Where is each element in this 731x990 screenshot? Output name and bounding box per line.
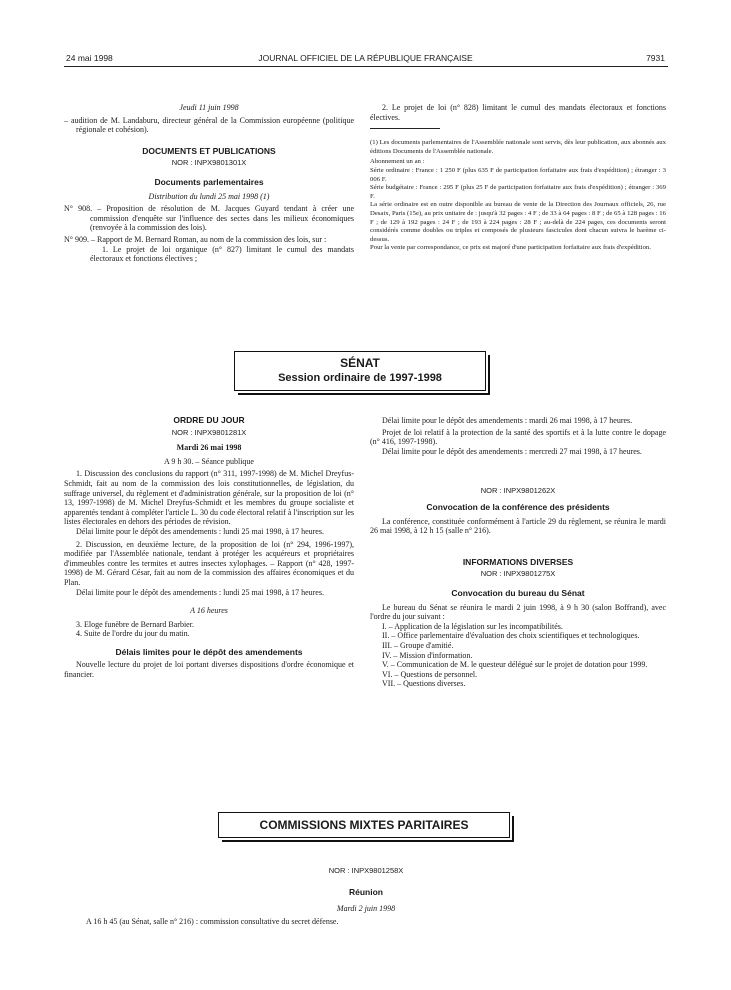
informations-nor: NOR : INPX9801275X: [480, 569, 556, 579]
nouvelle-lecture: Nouvelle lecture du projet de loi portant diverses dispositions d'ordre économique et financier.: [64, 660, 354, 680]
conference-heading: Convocation de la conférence des présidents: [426, 501, 610, 512]
footnote-1: (1) Les documents parlementaires de l'Assemblée nationale sont servis, dès leur publication, aux abonnés aux éditions Documents de l'Assemblée nationale.: [370, 139, 666, 155]
distribution-line: Distribution du lundi 25 mai 1998 (1): [148, 191, 270, 201]
ordre-item-4: 4. Suite de l'ordre du jour du matin.: [76, 629, 190, 639]
informations-diverses-heading: INFORMATIONS DIVERSES: [462, 556, 574, 567]
bureau-list-item: IV. – Mission d'information.: [382, 650, 473, 660]
reunion-heading: Réunion: [349, 886, 383, 897]
footnote-5: La série ordinaire est en outre disponible au bureau de vente de la Direction des Journaux officiels, 26, rue Desaix, Paris (15e), au prix unitaire de : jusqu'à 32 pages : 4 F ; de 33 à 64 pages : 8 F ; de 65 à 128 pages : 16 F ; de 129 à 192 pages : 24 F ; de 193 à 224 pages : 28 F ; au-delà de 224 pages, ces documents seront considérés comme doubles ou triples et composés de plusieurs fascicules dont chacun suivra le barème ci-dessus.: [370, 201, 666, 243]
bureau-list-item: VI. – Questions de personnel.: [382, 669, 478, 679]
reunion-line: A 16 h 45 (au Sénat, salle n° 216) : commission consultative du secret défense.: [86, 916, 339, 926]
footnote-6: Pour la vente par correspondance, ce prix est majoré d'une participation forfaitaire aux frais d'expédition.: [370, 244, 651, 252]
documents-nor: NOR : INPX9801301X: [171, 158, 247, 168]
date-line: Jeudi 11 juin 1998: [179, 103, 239, 112]
bottom-section: [64, 866, 668, 926]
footnote-2: Abonnement un an :: [370, 158, 425, 166]
cmp-nor: NOR : INPX9801258X: [328, 866, 404, 875]
bureau-text: Le bureau du Sénat se réunira le mardi 2 juin 1998, à 9 h 30 (salon Boffrand), avec l'ordre du jour suivant :: [370, 602, 666, 622]
mid-left-column: [64, 416, 354, 680]
documents-parlementaires-heading: Documents parlementaires: [154, 176, 264, 187]
ordre-date: Mardi 26 mai 1998: [176, 443, 242, 453]
bureau-list-item: V. – Communication de M. le questeur délégué sur le projet de dotation pour 1999.: [382, 660, 648, 670]
item-909-2: 2. Le projet de loi (n° 828) limitant le cumul des mandats électoraux et fonctions électives.: [370, 103, 666, 122]
cmp-title: COMMISSIONS MIXTES PARITAIRES: [259, 818, 469, 832]
senat-subtitle: Session ordinaire de 1997-1998: [278, 372, 442, 384]
time-16h: A 16 heures: [190, 606, 228, 616]
bureau-list-item: I. – Application de la législation sur les incompatibilités.: [382, 621, 563, 631]
footnote: [370, 139, 666, 253]
ordre-item-2: 2. Discussion, en deuxième lecture, de la proposition de loi (n° 294, 1996-1997), modifiée par l'Assemblée nationale, tendant à protéger les acquéreurs et propriétaires d'immeubles contre les termites et autres insectes xylophages. – Rapport (n° 428, 1997-1998) de M. Gérard César, fait au nom de la commission des affaires économiques et du Plan.: [64, 539, 354, 587]
header-page-number: 7931: [646, 53, 665, 63]
footnote-rule: [370, 128, 440, 129]
top-right-column: [370, 103, 666, 253]
header-rule: [64, 66, 668, 67]
delais-limites-heading: Délais limites pour le dépôt des amendements: [115, 646, 303, 657]
item-909: N° 909. – Rapport de M. Bernard Roman, au nom de la commission des lois, sur :: [64, 234, 327, 244]
delai-item-3: Délai limite pour le dépôt des amendements : mardi 26 mai 1998, à 17 heures.: [382, 416, 633, 425]
ordre-item-3: 3. Eloge funèbre de Bernard Barbier.: [76, 619, 194, 629]
mid-right-column: [370, 416, 666, 689]
documents-publications-heading: DOCUMENTS ET PUBLICATIONS: [142, 145, 276, 156]
conference-nor: NOR : INPX9801262X: [480, 486, 556, 496]
senat-title: SÉNAT: [340, 356, 380, 370]
delai-item-1: Délai limite pour le dépôt des amendements : lundi 25 mai 1998, à 17 heures.: [76, 526, 324, 536]
conference-text: La conférence, constituée conformément à l'article 29 du règlement, se réunira le mardi 26 mai 1998, à 12 h 15 (salle n° 216).: [370, 516, 666, 536]
bureau-list-item: VII. – Questions diverses.: [382, 679, 466, 689]
ordre-du-jour-nor: NOR : INPX9801281X: [171, 427, 247, 437]
bureau-heading: Convocation du bureau du Sénat: [451, 587, 585, 598]
ordre-du-jour-heading: ORDRE DU JOUR: [173, 415, 245, 425]
bureau-list-item: III. – Groupe d'amitié.: [382, 640, 454, 650]
projet-sportifs: Projet de loi relatif à la protection de la santé des sportifs et à la lutte contre le dopage (n° 416, 1997-1998).: [370, 427, 666, 447]
footnote-4: Série budgétaire : France : 295 F (plus 25 F de participation forfaitaire aux frais d'expédition) ; étranger : 369 F.: [370, 184, 666, 200]
header-date: 24 mai 1998: [66, 53, 113, 63]
delai-item-2: Délai limite pour le dépôt des amendements : lundi 25 mai 1998, à 17 heures.: [76, 587, 324, 597]
cmp-box: [218, 812, 510, 838]
item-908: N° 908. – Proposition de résolution de M. Jacques Guyard tendant à créer une commission d'enquête sur l'influence des sectes dans les milieux économiques (renvoyée à la commission des lois).: [64, 204, 354, 233]
top-left-column: [64, 103, 354, 264]
bureau-list-item: II. – Office parlementaire d'évaluation des choix scientifiques et technologiques.: [382, 631, 640, 641]
header-journal-title: JOURNAL OFFICIEL DE LA RÉPUBLIQUE FRANÇAISE: [258, 53, 473, 63]
footnote-3: Série ordinaire : France : 1 250 F (plus 635 F de participation forfaitaire aux frais d'expédition) ; étranger : 3 006 F.: [370, 166, 666, 183]
ordre-item-1: 1. Discussion des conclusions du rapport (n° 311, 1997-1998) de M. Michel Dreyfus-Schmidt, fait au nom de la commission des lois constitutionnelles, de législation, du suffrage universel, du règlement et d'administration générale, sur la proposition de loi (n° 13, 1997-1998) de M. Michel Dreyfus-Schmidt et les membres du groupe socialiste et apparentés tendant à compléter l'article L. 30 du code électoral relatif à l'inscription sur les listes électorales en dehors des périodes de révision.: [64, 469, 354, 527]
audition-text: – audition de M. Landaburu, directeur général de la Commission européenne (politique régionale et cohésion).: [64, 115, 354, 135]
senat-box: [234, 351, 486, 391]
item-909-1: 1. Le projet de loi organique (n° 827) limitant le cumul des mandats électoraux et fonctions électives ;: [90, 244, 354, 264]
reunion-date: Mardi 2 juin 1998: [336, 904, 396, 914]
time-930: A 9 h 30. – Séance publique: [164, 456, 254, 466]
delai-item-4: Délai limite pour le dépôt des amendements : mercredi 27 mai 1998, à 17 heures.: [382, 446, 642, 456]
